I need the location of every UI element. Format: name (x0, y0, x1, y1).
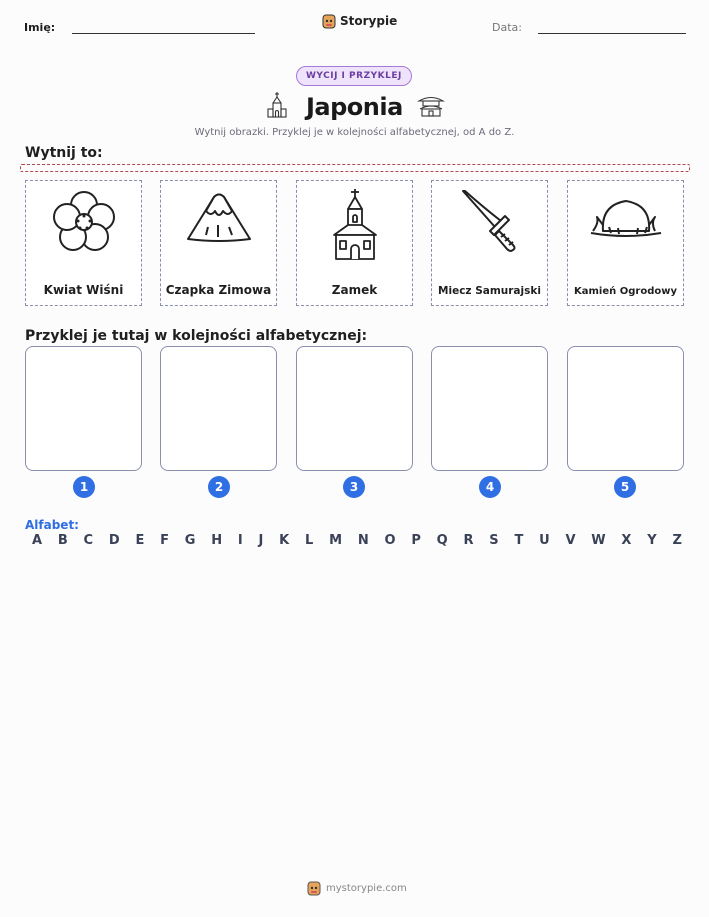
name-line[interactable] (72, 33, 255, 34)
footer (307, 880, 407, 896)
alphabet-letter: H (211, 533, 223, 548)
alphabet-letter: C (83, 533, 94, 548)
cut-card-garden-stone[interactable] (567, 180, 684, 306)
alphabet-letter: Q (436, 533, 448, 548)
card-label: Miecz Samurajski (438, 285, 541, 297)
alphabet-letter: J (258, 533, 264, 548)
slot-number: 3 (343, 476, 365, 498)
garden-stone-icon (589, 187, 663, 243)
name-label: Imię: (24, 21, 56, 34)
alphabet-letter: B (57, 533, 68, 548)
paste-box-4[interactable] (431, 346, 548, 471)
alphabet-letter: V (565, 533, 576, 548)
alphabet-label: Alfabet: (25, 518, 79, 532)
slot-number: 1 (73, 476, 95, 498)
paste-section-heading: Przyklej je tutaj w kolejności alfabetycznej: (25, 328, 368, 344)
alphabet-letter: F (160, 533, 170, 548)
storypie-mascot-icon (322, 13, 336, 29)
alphabet-letter: L (305, 533, 314, 548)
alphabet-letter: T (514, 533, 524, 548)
instructions: Wytnij obrazki. Przyklej je w kolejności alfabetycznej, od A do Z. (194, 127, 515, 138)
date-line[interactable] (538, 33, 686, 34)
cut-card-cherry-blossom[interactable] (25, 180, 142, 306)
date-label: Data: (492, 21, 522, 34)
snowcap-mountain-icon (184, 187, 254, 247)
alphabet-letter: Z (672, 533, 682, 548)
slot-number: 5 (614, 476, 636, 498)
alphabet-letter: S (489, 533, 499, 548)
alphabet-letter: I (237, 533, 243, 548)
castle-church-icon (330, 187, 380, 263)
alphabet-letter: R (463, 533, 474, 548)
paste-box-5[interactable] (567, 346, 684, 471)
alphabet-letter: O (384, 533, 396, 548)
alphabet-letter: M (329, 533, 343, 548)
cut-card-castle[interactable] (296, 180, 413, 306)
pagoda-icon (417, 93, 445, 117)
brand-name: Storypie (340, 14, 398, 28)
slot-number: 4 (479, 476, 501, 498)
cut-section-heading: Wytnij to: (25, 145, 103, 161)
alphabet-letter: W (591, 533, 606, 548)
cut-card-winter-cap[interactable] (160, 180, 277, 306)
paste-box-2[interactable] (160, 346, 277, 471)
cherry-blossom-icon (49, 187, 119, 257)
samurai-sword-icon (457, 187, 523, 253)
storypie-mascot-icon (307, 880, 321, 896)
footer-url[interactable]: mystorypie.com (326, 882, 407, 894)
alphabet-letter: U (539, 533, 550, 548)
paste-box-1[interactable] (25, 346, 142, 471)
alphabet-letter: G (184, 533, 196, 548)
page-title: Japonia (306, 93, 403, 121)
alphabet-letter: E (135, 533, 145, 548)
church-icon (266, 91, 288, 119)
slot-number: 2 (208, 476, 230, 498)
brand-logo (322, 13, 397, 29)
card-label: Kwiat Wiśni (43, 283, 124, 297)
alphabet-letter: P (411, 533, 421, 548)
alphabet-letter: K (279, 533, 290, 548)
alphabet-letter: N (357, 533, 369, 548)
card-label: Kamień Ogrodowy (574, 286, 677, 297)
alphabet-letter: A (32, 533, 43, 548)
alphabet-letter: D (108, 533, 120, 548)
alphabet-row (32, 533, 682, 548)
alphabet-letter: Y (647, 533, 657, 548)
cut-card-samurai-sword[interactable] (431, 180, 548, 306)
card-label: Zamek (331, 283, 378, 297)
alphabet-letter: X (621, 533, 632, 548)
card-label: Czapka Zimowa (165, 283, 272, 297)
activity-badge: WYCIJ I PRZYKLEJ (296, 66, 412, 86)
cut-dashed-line (20, 164, 690, 172)
paste-box-3[interactable] (296, 346, 413, 471)
